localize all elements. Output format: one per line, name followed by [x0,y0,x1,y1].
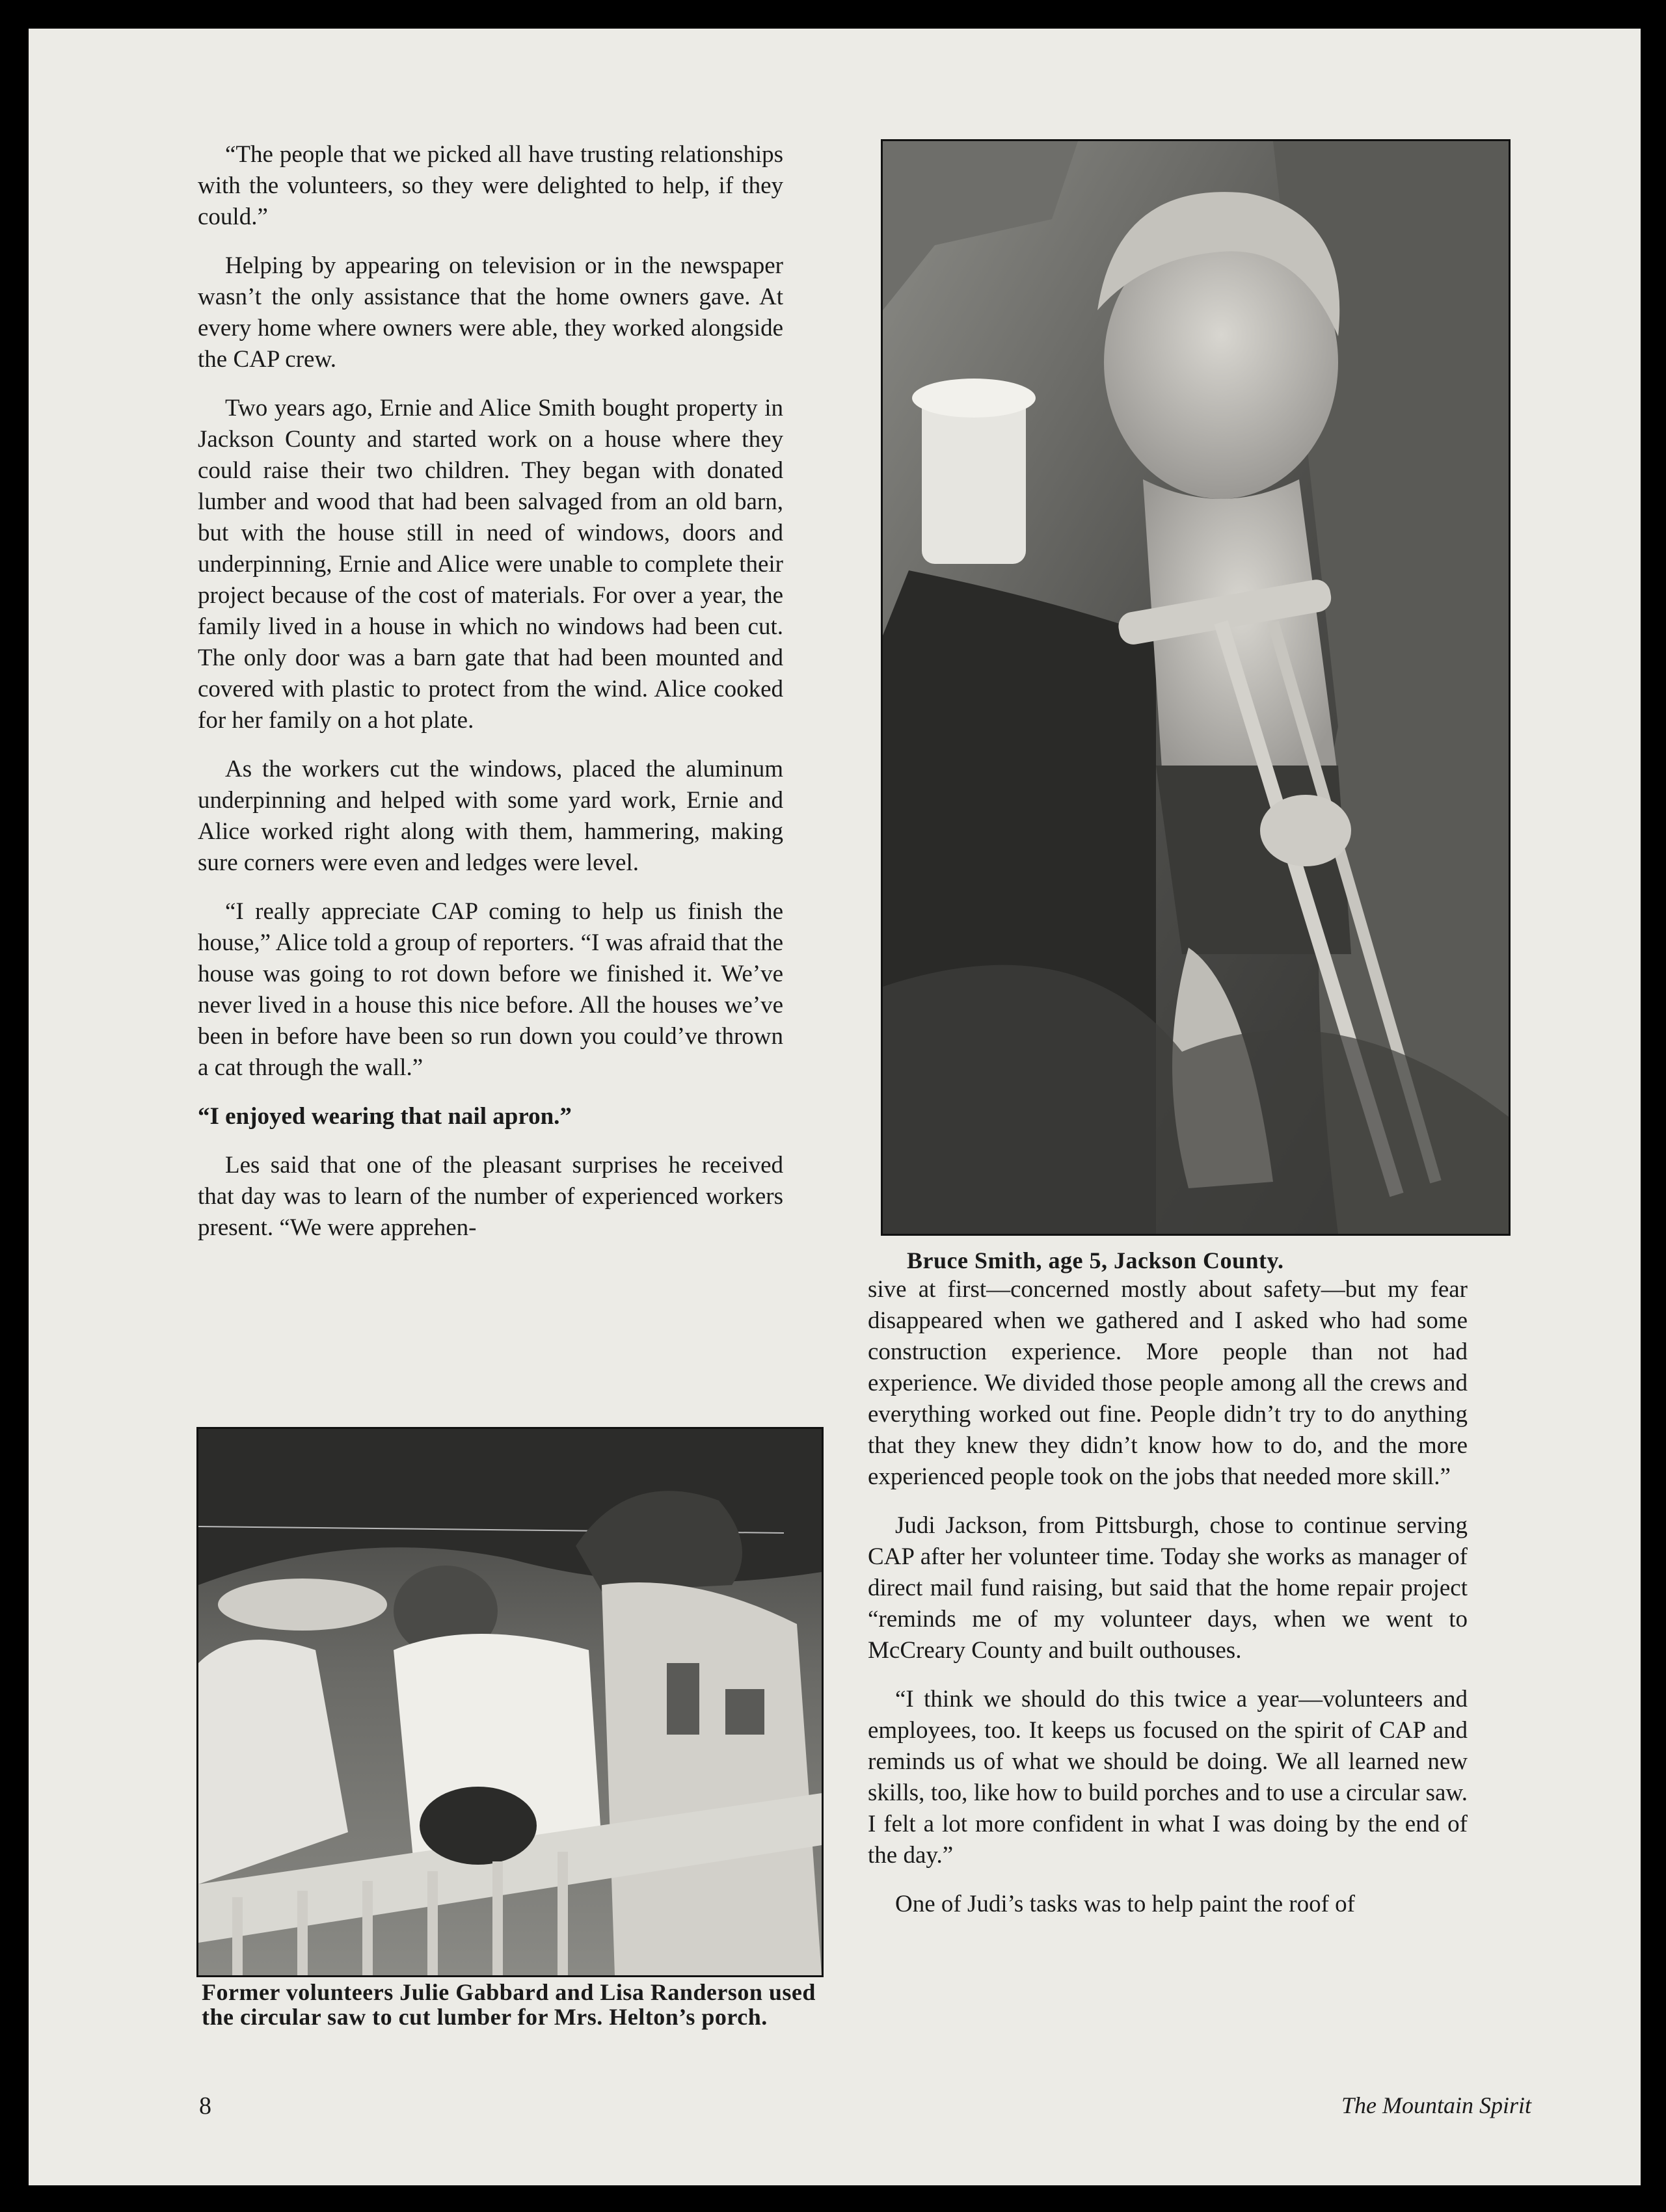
paragraph: Helping by appearing on television or in the newspaper wasn’t the only assistance that the home owners gave. At every home where owners were able, they worked alongside the CAP crew. [198,252,783,373]
photo-caption: Bruce Smith, age 5, Jackson County. [907,1247,1284,1273]
paragraph: One of Judi’s tasks was to help paint the roof of [895,1891,1355,1917]
photo-circular-saw [196,1427,824,1977]
paragraph: “The people that we picked all have trusting relationships with the volunteers, so they were delighted to help, if they could.” [198,141,783,230]
right-text-column [868,1274,1468,1938]
left-text-column [198,139,783,1261]
page-number: 8 [199,2092,211,2120]
paragraph: sive at first—concerned mostly about safety—but my fear disappeared when we gathered and I asked who had some construction experience. More people than not had experience. We divided those people among all the crews and everything worked out fine. People didn’t try to do anything that they knew they didn’t know how to do, and the more experienced people took on the jobs that needed more skill.” [868,1276,1468,1490]
paragraph: Judi Jackson, from Pittsburgh, chose to continue serving CAP after her volunteer time. Today she works as manager of direct mail fund raising, but said that the home repair project “reminds me of my volunteer days, when we went to McCreary County and built outhouses. [868,1512,1468,1664]
photo-bruce-smith [881,139,1511,1236]
magazine-page [29,29,1641,2185]
paragraph: “I think we should do this twice a year—volunteers and employees, too. It keeps us focused on the spirit of CAP and reminds us of what we should be doing. We all learned new skills, too, like how to build porches and to use a circular saw. I felt a lot more confident in what I was doing by the end of the day.” [868,1686,1468,1869]
paragraph: As the workers cut the windows, placed the aluminum underpinning and helped with some yard work, Ernie and Alice worked right along with them, hammering, making sure corners were even and ledges were level. [198,756,783,876]
paragraph: “I really appreciate CAP coming to help us finish the house,” Alice told a group of reporters. “I was afraid that the house was going to rot down before we finished it. We’ve never lived in a house this nice before. All the houses we’ve been in before have been so run down you could’ve thrown a cat through the wall.” [198,898,783,1081]
photo-caption: Former volunteers Julie Gabbard and Lisa Randerson used the circular saw to cut lumber for Mrs. Helton’s porch. [202,1979,816,2030]
section-subhead: “I enjoyed wearing that nail apron.” [198,1103,572,1130]
paragraph: Les said that one of the pleasant surprises he received that day was to learn of the number of experienced workers present. “We were apprehen- [198,1152,783,1241]
paragraph: Two years ago, Ernie and Alice Smith bought property in Jackson County and started work on a house where they could raise their two children. They began with donated lumber and wood that had been salvaged from an old barn, but with the house still in need of windows, doors and underpinning, Ernie and Alice were unable to complete their project because of the cost of materials. For over a year, the family lived in a house in which no windows had been cut. The only door was a barn gate that had been mounted and covered with plastic to protect from the wind. Alice cooked for her family on a hot plate. [198,395,783,734]
magazine-title: The Mountain Spirit [1341,2092,1531,2118]
